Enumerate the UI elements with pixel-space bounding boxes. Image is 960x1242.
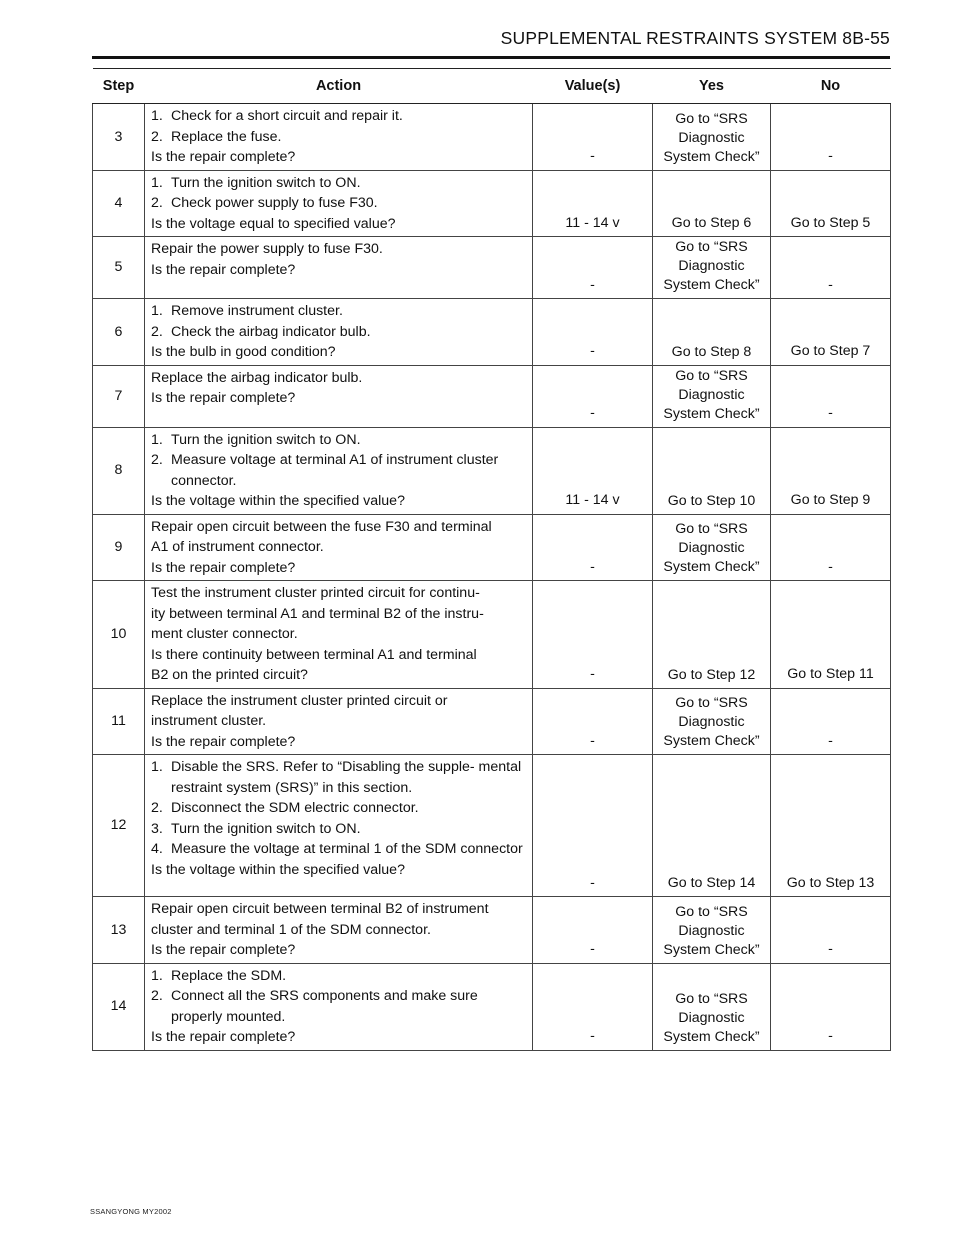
action-line: B2 on the printed circuit? [151, 667, 308, 683]
yes-line: Diagnostic [678, 1009, 745, 1026]
step-number: 9 [93, 514, 145, 581]
step-number: 3 [93, 104, 145, 171]
no-cell: Go to Step 7 [771, 299, 891, 366]
yes-line: System Check” [663, 277, 760, 293]
column-header-step: Step [93, 69, 145, 104]
yes-line: Go to Step 6 [671, 215, 752, 231]
yes-line: Go to “SRS [675, 990, 748, 1007]
table-row [93, 237, 891, 299]
yes-line: Go to “SRS [675, 110, 748, 127]
no-cell: Go to Step 5 [771, 170, 891, 237]
step-number: 10 [93, 581, 145, 689]
action-line-number: 2. [151, 800, 163, 816]
yes-line: System Check” [663, 941, 760, 958]
yes-cell [653, 755, 771, 897]
action-line: Repair open circuit between the fuse F30 and terminal [151, 518, 492, 535]
action-line: Replace the instrument cluster printed circuit or [151, 692, 448, 709]
action-line-number: 1. [151, 431, 163, 448]
action-line [151, 839, 526, 860]
no-cell: - [771, 897, 891, 964]
action-line [151, 798, 526, 819]
yes-line: Go to Step 14 [667, 875, 756, 891]
action-line-number: 2. [151, 323, 163, 340]
action-cell [145, 688, 533, 755]
action-line-number: 1. [151, 108, 163, 124]
yes-line: Diagnostic [678, 922, 745, 939]
yes-line: System Check” [663, 559, 760, 575]
action-cell [145, 897, 533, 964]
table-row [93, 514, 891, 581]
action-line [151, 430, 526, 451]
value-cell: - [533, 299, 653, 366]
table-row [93, 427, 891, 514]
yes-line: Go to Step 8 [671, 343, 752, 360]
column-header-values: Value(s) [533, 69, 653, 104]
action-line [151, 966, 526, 987]
action-line-text: Disable the SRS. Refer to “Disabling the supple- mental restraint system (SRS)” in this section. [171, 759, 522, 796]
action-line [151, 757, 526, 798]
no-cell: - [771, 963, 891, 1050]
action-line: Is the voltage within the specified value? [151, 861, 405, 878]
action-line [151, 450, 526, 491]
table-row [93, 104, 891, 171]
action-line: Replace the airbag indicator bulb. [151, 369, 363, 386]
yes-cell [653, 237, 771, 299]
action-cell [145, 963, 533, 1050]
page-footer: SSANGYONG MY2002 [90, 1207, 172, 1216]
action-line-text: Replace the SDM. [171, 967, 287, 984]
page-header [92, 26, 890, 59]
action-line: Is the repair complete? [151, 1029, 296, 1045]
table-row [93, 365, 891, 427]
action-line: ment cluster connector. [151, 626, 298, 642]
yes-cell [653, 365, 771, 427]
action-line [151, 301, 526, 322]
yes-line: Go to Step 10 [667, 492, 756, 509]
value-cell: - [533, 581, 653, 689]
action-line [151, 986, 526, 1027]
yes-cell [653, 427, 771, 514]
yes-cell [653, 170, 771, 237]
step-number: 5 [93, 237, 145, 299]
table-row [93, 755, 891, 897]
action-line: Is the repair complete? [151, 149, 296, 165]
table-body [93, 104, 891, 1051]
step-number: 11 [93, 688, 145, 755]
action-line: Is the repair complete? [151, 942, 296, 958]
value-cell: - [533, 104, 653, 171]
column-header-no: No [771, 69, 891, 104]
value-cell: 11 - 14 v [533, 170, 653, 237]
action-line: A1 of instrument connector. [151, 539, 324, 555]
action-line: Is the voltage within the specified value? [151, 493, 405, 509]
action-line-number: 1. [151, 174, 163, 191]
action-line-number: 2. [151, 452, 163, 468]
yes-cell [653, 581, 771, 689]
no-cell: - [771, 237, 891, 299]
yes-line: Diagnostic [678, 258, 745, 274]
action-line-number: 2. [151, 195, 163, 211]
action-line-text: Check power supply to fuse F30. [171, 195, 378, 211]
action-cell [145, 104, 533, 171]
value-cell: - [533, 897, 653, 964]
action-line [151, 106, 526, 127]
value-cell: - [533, 237, 653, 299]
action-line-text: Connect all the SRS components and make sure properly mounted. [171, 988, 478, 1025]
no-cell: Go to Step 13 [771, 755, 891, 897]
table-header-row [93, 69, 891, 104]
step-number: 13 [93, 897, 145, 964]
yes-cell [653, 514, 771, 581]
action-line-text: Remove instrument cluster. [171, 303, 343, 319]
action-line [151, 173, 526, 194]
page-title: SUPPLEMENTAL RESTRAINTS SYSTEM 8B-55 [500, 28, 890, 48]
yes-line: Diagnostic [678, 129, 745, 146]
action-line: ity between terminal A1 and terminal B2 of the instru- [151, 605, 484, 622]
yes-cell [653, 299, 771, 366]
action-line-number: 1. [151, 303, 163, 319]
action-line: instrument cluster. [151, 713, 267, 729]
action-line-number: 1. [151, 759, 163, 775]
yes-line: Go to “SRS [675, 521, 748, 537]
yes-line: Go to “SRS [675, 695, 748, 711]
yes-line: Go to Step 12 [667, 666, 756, 683]
action-line-text: Check for a short circuit and repair it. [171, 108, 403, 124]
action-line [151, 322, 526, 343]
action-line: Repair the power supply to fuse F30. [151, 241, 383, 257]
action-cell [145, 365, 533, 427]
yes-cell [653, 104, 771, 171]
action-line: Is the voltage equal to specified value? [151, 215, 396, 232]
no-cell: - [771, 514, 891, 581]
action-line-text: Disconnect the SDM electric connector. [171, 800, 419, 816]
step-number: 6 [93, 299, 145, 366]
action-line-number: 2. [151, 988, 163, 1004]
action-cell [145, 237, 533, 299]
table-row [93, 897, 891, 964]
action-line: Is the repair complete? [151, 261, 296, 278]
value-cell: - [533, 755, 653, 897]
yes-line: Diagnostic [678, 540, 745, 556]
yes-line: System Check” [663, 405, 760, 422]
yes-cell [653, 897, 771, 964]
action-line: Test the instrument cluster printed circuit for continu- [151, 585, 480, 601]
table-row [93, 688, 891, 755]
action-cell [145, 170, 533, 237]
table-row [93, 299, 891, 366]
action-line: Repair open circuit between terminal B2 of instrument [151, 901, 489, 917]
yes-line: Go to “SRS [675, 367, 748, 384]
action-line-number: 1. [151, 967, 163, 984]
yes-line: Go to “SRS [675, 903, 748, 920]
action-line-number: 2. [151, 128, 163, 145]
step-number: 7 [93, 365, 145, 427]
no-cell: - [771, 688, 891, 755]
action-line-text: Turn the ignition switch to ON. [171, 174, 361, 191]
step-number: 8 [93, 427, 145, 514]
yes-line: System Check” [663, 733, 760, 749]
action-line: Is the repair complete? [151, 559, 296, 576]
action-line-text: Measure the voltage at terminal 1 of the SDM connector [171, 841, 523, 857]
action-line [151, 127, 526, 148]
value-cell: - [533, 688, 653, 755]
action-line-number: 4. [151, 841, 163, 857]
step-number: 12 [93, 755, 145, 897]
action-line-text: Check the airbag indicator bulb. [171, 323, 371, 340]
yes-line: System Check” [663, 1028, 760, 1045]
yes-line: System Check” [663, 148, 760, 165]
yes-line: Go to “SRS [675, 239, 748, 255]
action-cell [145, 581, 533, 689]
column-header-action: Action [145, 69, 533, 104]
no-cell: - [771, 104, 891, 171]
action-line: Is the repair complete? [151, 390, 296, 406]
action-line [151, 193, 526, 214]
yes-cell [653, 963, 771, 1050]
yes-cell [653, 688, 771, 755]
diagnostic-table [92, 68, 891, 1051]
action-cell [145, 755, 533, 897]
action-line: Is the bulb in good condition? [151, 344, 336, 360]
value-cell: - [533, 514, 653, 581]
step-number: 14 [93, 963, 145, 1050]
action-line-text: Replace the fuse. [171, 128, 282, 145]
action-line: Is there continuity between terminal A1 and terminal [151, 646, 477, 663]
step-number: 4 [93, 170, 145, 237]
action-line-text: Measure voltage at terminal A1 of instrument cluster connector. [171, 452, 499, 489]
table-row [93, 581, 891, 689]
no-cell: Go to Step 11 [771, 581, 891, 689]
value-cell: - [533, 963, 653, 1050]
no-cell: - [771, 365, 891, 427]
action-line-text: Turn the ignition switch to ON. [171, 431, 361, 448]
value-cell: 11 - 14 v [533, 427, 653, 514]
action-cell [145, 427, 533, 514]
action-line [151, 819, 526, 840]
no-cell: Go to Step 9 [771, 427, 891, 514]
action-line-text: Turn the ignition switch to ON. [171, 820, 361, 837]
yes-line: Diagnostic [678, 386, 745, 403]
action-line: cluster and terminal 1 of the SDM connector. [151, 921, 431, 938]
table-row [93, 170, 891, 237]
action-line-number: 3. [151, 820, 163, 837]
action-cell [145, 299, 533, 366]
action-cell [145, 514, 533, 581]
column-header-yes: Yes [653, 69, 771, 104]
yes-line: Diagnostic [678, 714, 745, 730]
table-row [93, 963, 891, 1050]
value-cell: - [533, 365, 653, 427]
action-line: Is the repair complete? [151, 733, 296, 750]
